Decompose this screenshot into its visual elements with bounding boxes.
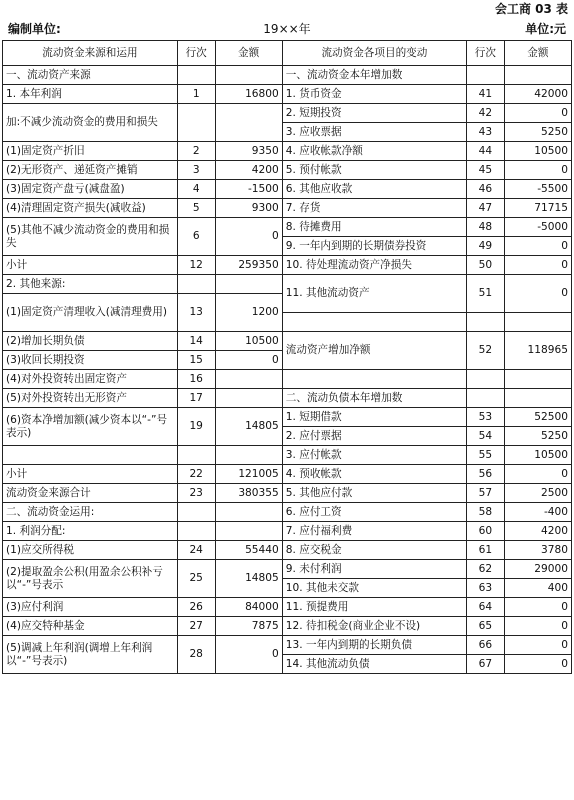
left-item-cell: 流动资金来源合计 bbox=[3, 484, 178, 503]
left-item-cell: (3)固定资产盘亏(减盘盈) bbox=[3, 180, 178, 199]
right-item-cell: 3. 应收票据 bbox=[282, 123, 466, 142]
table-row bbox=[3, 104, 572, 123]
left-row-cell: 22 bbox=[177, 465, 215, 484]
left-amount-cell bbox=[215, 522, 282, 541]
right-item-cell: 13. 一年内到期的长期负债 bbox=[282, 636, 466, 655]
left-row-cell bbox=[177, 446, 215, 465]
table-row bbox=[3, 541, 572, 560]
left-amount-cell bbox=[215, 389, 282, 408]
left-item-cell: (4)对外投资转出固定资产 bbox=[3, 370, 178, 389]
left-amount-cell: 0 bbox=[215, 351, 282, 370]
left-item-cell: (1)固定资产折旧 bbox=[3, 142, 178, 161]
right-row-cell: 45 bbox=[467, 161, 505, 180]
right-row-cell: 61 bbox=[467, 541, 505, 560]
left-amount-cell: 55440 bbox=[215, 541, 282, 560]
right-amount-cell: 52500 bbox=[504, 408, 571, 427]
left-amount-cell bbox=[215, 503, 282, 522]
left-row-cell: 4 bbox=[177, 180, 215, 199]
right-row-cell: 50 bbox=[467, 256, 505, 275]
left-amount-cell bbox=[215, 66, 282, 85]
left-item-cell: 2. 其他来源: bbox=[3, 275, 178, 294]
table-row bbox=[3, 465, 572, 484]
right-row-cell: 58 bbox=[467, 503, 505, 522]
table-row bbox=[3, 85, 572, 104]
right-amount-cell: 0 bbox=[504, 104, 571, 123]
right-item-cell: 1. 短期借款 bbox=[282, 408, 466, 427]
left-row-cell: 28 bbox=[177, 636, 215, 674]
table-row bbox=[3, 142, 572, 161]
right-row-cell: 52 bbox=[467, 332, 505, 370]
left-row-cell: 12 bbox=[177, 256, 215, 275]
col-header-left-item: 流动资金来源和运用 bbox=[3, 41, 178, 66]
table-row bbox=[3, 636, 572, 655]
left-row-cell: 14 bbox=[177, 332, 215, 351]
right-row-cell: 63 bbox=[467, 579, 505, 598]
table-row bbox=[3, 503, 572, 522]
left-amount-cell: 1200 bbox=[215, 294, 282, 332]
left-amount-cell: 14805 bbox=[215, 560, 282, 598]
right-item-cell: 一、流动资金本年增加数 bbox=[282, 66, 466, 85]
right-amount-cell: -5000 bbox=[504, 218, 571, 237]
right-row-cell: 43 bbox=[467, 123, 505, 142]
right-row-cell: 41 bbox=[467, 85, 505, 104]
report-header bbox=[0, 20, 574, 40]
table-row bbox=[3, 256, 572, 275]
left-amount-cell: 121005 bbox=[215, 465, 282, 484]
left-row-cell: 3 bbox=[177, 161, 215, 180]
right-row-cell: 60 bbox=[467, 522, 505, 541]
right-amount-cell: 42000 bbox=[504, 85, 571, 104]
right-amount-cell: 0 bbox=[504, 636, 571, 655]
right-row-cell: 55 bbox=[467, 446, 505, 465]
table-row bbox=[3, 180, 572, 199]
right-item-cell: 2. 短期投资 bbox=[282, 104, 466, 123]
table-row bbox=[3, 66, 572, 85]
right-item-cell: 5. 预付帐款 bbox=[282, 161, 466, 180]
table-row bbox=[3, 370, 572, 389]
right-amount-cell: 0 bbox=[504, 237, 571, 256]
right-row-cell: 44 bbox=[467, 142, 505, 161]
left-row-cell: 23 bbox=[177, 484, 215, 503]
left-amount-cell bbox=[215, 370, 282, 389]
table-row bbox=[3, 332, 572, 351]
right-item-cell: 流动资产增加净额 bbox=[282, 332, 466, 370]
left-amount-cell: -1500 bbox=[215, 180, 282, 199]
right-row-cell: 62 bbox=[467, 560, 505, 579]
right-row-cell: 48 bbox=[467, 218, 505, 237]
fund-flow-table bbox=[2, 40, 572, 674]
table-row bbox=[3, 389, 572, 408]
right-item-cell: 7. 存货 bbox=[282, 199, 466, 218]
right-amount-cell: 0 bbox=[504, 655, 571, 674]
left-item-cell: (5)对外投资转出无形资产 bbox=[3, 389, 178, 408]
table-row bbox=[3, 598, 572, 617]
right-amount-cell: 0 bbox=[504, 275, 571, 313]
right-item-cell: 12. 待扣税金(商业企业不设) bbox=[282, 617, 466, 636]
right-item-cell: 二、流动负债本年增加数 bbox=[282, 389, 466, 408]
left-row-cell bbox=[177, 104, 215, 142]
left-item-cell: (2)无形资产、递延资产摊销 bbox=[3, 161, 178, 180]
left-amount-cell: 0 bbox=[215, 636, 282, 674]
table-row bbox=[3, 446, 572, 465]
right-amount-cell: 0 bbox=[504, 465, 571, 484]
left-row-cell bbox=[177, 275, 215, 294]
right-amount-cell: 0 bbox=[504, 256, 571, 275]
table-row bbox=[3, 617, 572, 636]
table-row bbox=[3, 408, 572, 427]
left-item-cell: (3)应付利润 bbox=[3, 598, 178, 617]
unit-label: 单位:元 bbox=[525, 22, 566, 36]
left-row-cell: 25 bbox=[177, 560, 215, 598]
right-amount-cell: 29000 bbox=[504, 560, 571, 579]
left-amount-cell: 4200 bbox=[215, 161, 282, 180]
left-item-cell: (2)增加长期负债 bbox=[3, 332, 178, 351]
col-header-right-item: 流动资金各项目的变动 bbox=[282, 41, 466, 66]
right-amount-cell: 5250 bbox=[504, 427, 571, 446]
table-row bbox=[3, 275, 572, 294]
right-item-cell: 8. 应交税金 bbox=[282, 541, 466, 560]
left-amount-cell: 259350 bbox=[215, 256, 282, 275]
right-row-cell: 42 bbox=[467, 104, 505, 123]
right-row-cell: 56 bbox=[467, 465, 505, 484]
right-amount-cell bbox=[504, 66, 571, 85]
right-row-cell: 67 bbox=[467, 655, 505, 674]
right-item-cell: 4. 预收帐款 bbox=[282, 465, 466, 484]
left-amount-cell: 84000 bbox=[215, 598, 282, 617]
right-item-cell: 4. 应收帐款净额 bbox=[282, 142, 466, 161]
col-header-right-row: 行次 bbox=[467, 41, 505, 66]
left-amount-cell: 380355 bbox=[215, 484, 282, 503]
left-item-cell: (1)应交所得税 bbox=[3, 541, 178, 560]
right-amount-cell: 2500 bbox=[504, 484, 571, 503]
left-row-cell: 1 bbox=[177, 85, 215, 104]
left-item-cell: 小计 bbox=[3, 256, 178, 275]
left-amount-cell: 0 bbox=[215, 218, 282, 256]
right-amount-cell: 400 bbox=[504, 579, 571, 598]
table-row bbox=[3, 199, 572, 218]
left-amount-cell bbox=[215, 446, 282, 465]
right-item-cell: 9. 一年内到期的长期债券投资 bbox=[282, 237, 466, 256]
right-amount-cell: 118965 bbox=[504, 332, 571, 370]
left-item-cell: (1)固定资产清理收入(减清理费用) bbox=[3, 294, 178, 332]
left-row-cell: 26 bbox=[177, 598, 215, 617]
right-item-cell bbox=[282, 313, 466, 332]
right-row-cell: 47 bbox=[467, 199, 505, 218]
right-amount-cell: 0 bbox=[504, 598, 571, 617]
left-amount-cell: 9300 bbox=[215, 199, 282, 218]
right-amount-cell: -5500 bbox=[504, 180, 571, 199]
right-row-cell: 57 bbox=[467, 484, 505, 503]
right-amount-cell: 0 bbox=[504, 161, 571, 180]
left-item-cell: (4)清理固定资产损失(减收益) bbox=[3, 199, 178, 218]
right-item-cell: 8. 待摊费用 bbox=[282, 218, 466, 237]
left-item-cell: (2)提取盈余公积(用盈余公积补亏以“-”号表示 bbox=[3, 560, 178, 598]
right-item-cell: 3. 应付帐款 bbox=[282, 446, 466, 465]
right-item-cell: 6. 应付工资 bbox=[282, 503, 466, 522]
report-year: 19××年 bbox=[263, 22, 311, 36]
right-item-cell: 11. 预提费用 bbox=[282, 598, 466, 617]
right-item-cell: 7. 应付福利费 bbox=[282, 522, 466, 541]
right-row-cell: 65 bbox=[467, 617, 505, 636]
left-item-cell: (5)调减上年利润(调增上年利润以“-”号表示) bbox=[3, 636, 178, 674]
left-row-cell: 16 bbox=[177, 370, 215, 389]
left-row-cell: 24 bbox=[177, 541, 215, 560]
left-row-cell: 17 bbox=[177, 389, 215, 408]
left-amount-cell: 14805 bbox=[215, 408, 282, 446]
left-item-cell: (6)资本净增加额(减少资本以“-”号表示) bbox=[3, 408, 178, 446]
right-amount-cell: 3780 bbox=[504, 541, 571, 560]
table-row bbox=[3, 560, 572, 579]
table-header-row bbox=[3, 41, 572, 66]
right-row-cell bbox=[467, 66, 505, 85]
left-row-cell: 15 bbox=[177, 351, 215, 370]
left-row-cell: 2 bbox=[177, 142, 215, 161]
left-row-cell: 27 bbox=[177, 617, 215, 636]
right-item-cell: 2. 应付票据 bbox=[282, 427, 466, 446]
left-item-cell: 1. 利润分配: bbox=[3, 522, 178, 541]
right-row-cell: 64 bbox=[467, 598, 505, 617]
col-header-left-row: 行次 bbox=[177, 41, 215, 66]
right-item-cell: 9. 未付利润 bbox=[282, 560, 466, 579]
table-row bbox=[3, 218, 572, 237]
right-row-cell: 66 bbox=[467, 636, 505, 655]
col-header-left-amount: 金额 bbox=[215, 41, 282, 66]
right-row-cell: 53 bbox=[467, 408, 505, 427]
right-item-cell bbox=[282, 370, 466, 389]
left-row-cell bbox=[177, 503, 215, 522]
right-row-cell: 51 bbox=[467, 275, 505, 313]
left-item-cell: 1. 本年利润 bbox=[3, 85, 178, 104]
left-row-cell bbox=[177, 66, 215, 85]
right-amount-cell bbox=[504, 370, 571, 389]
right-amount-cell: 5250 bbox=[504, 123, 571, 142]
right-amount-cell: 10500 bbox=[504, 142, 571, 161]
left-amount-cell bbox=[215, 275, 282, 294]
table-row bbox=[3, 522, 572, 541]
right-amount-cell: 10500 bbox=[504, 446, 571, 465]
left-row-cell: 19 bbox=[177, 408, 215, 446]
left-item-cell: (4)应交特种基金 bbox=[3, 617, 178, 636]
right-item-cell: 10. 其他未交款 bbox=[282, 579, 466, 598]
left-row-cell bbox=[177, 522, 215, 541]
left-item-cell: 二、流动资金运用: bbox=[3, 503, 178, 522]
left-row-cell: 6 bbox=[177, 218, 215, 256]
left-item-cell: 一、流动资产来源 bbox=[3, 66, 178, 85]
left-amount-cell: 10500 bbox=[215, 332, 282, 351]
right-item-cell: 10. 待处理流动资产净损失 bbox=[282, 256, 466, 275]
right-amount-cell: 71715 bbox=[504, 199, 571, 218]
left-item-cell: (5)其他不减少流动资金的费用和损失 bbox=[3, 218, 178, 256]
org-label: 编制单位: bbox=[8, 22, 61, 36]
table-row bbox=[3, 161, 572, 180]
right-row-cell: 49 bbox=[467, 237, 505, 256]
left-item-cell: 加:不减少流动资金的费用和损失 bbox=[3, 104, 178, 142]
right-item-cell: 5. 其他应付款 bbox=[282, 484, 466, 503]
right-amount-cell: 0 bbox=[504, 617, 571, 636]
col-header-right-amount: 金额 bbox=[504, 41, 571, 66]
left-row-cell: 5 bbox=[177, 199, 215, 218]
right-row-cell bbox=[467, 389, 505, 408]
right-row-cell bbox=[467, 313, 505, 332]
table-row bbox=[3, 484, 572, 503]
right-amount-cell: -400 bbox=[504, 503, 571, 522]
left-item-cell: (3)收回长期投资 bbox=[3, 351, 178, 370]
left-item-cell: 小计 bbox=[3, 465, 178, 484]
right-amount-cell: 4200 bbox=[504, 522, 571, 541]
left-amount-cell: 9350 bbox=[215, 142, 282, 161]
right-item-cell: 1. 货币资金 bbox=[282, 85, 466, 104]
left-amount-cell: 16800 bbox=[215, 85, 282, 104]
right-item-cell: 14. 其他流动负债 bbox=[282, 655, 466, 674]
right-row-cell: 54 bbox=[467, 427, 505, 446]
left-amount-cell bbox=[215, 104, 282, 142]
right-amount-cell bbox=[504, 313, 571, 332]
form-code: 会工商 03 表 bbox=[494, 2, 568, 16]
right-item-cell: 6. 其他应收款 bbox=[282, 180, 466, 199]
left-item-cell bbox=[3, 446, 178, 465]
left-amount-cell: 7875 bbox=[215, 617, 282, 636]
left-row-cell: 13 bbox=[177, 294, 215, 332]
right-item-cell: 11. 其他流动资产 bbox=[282, 275, 466, 313]
right-row-cell: 46 bbox=[467, 180, 505, 199]
right-amount-cell bbox=[504, 389, 571, 408]
right-row-cell bbox=[467, 370, 505, 389]
